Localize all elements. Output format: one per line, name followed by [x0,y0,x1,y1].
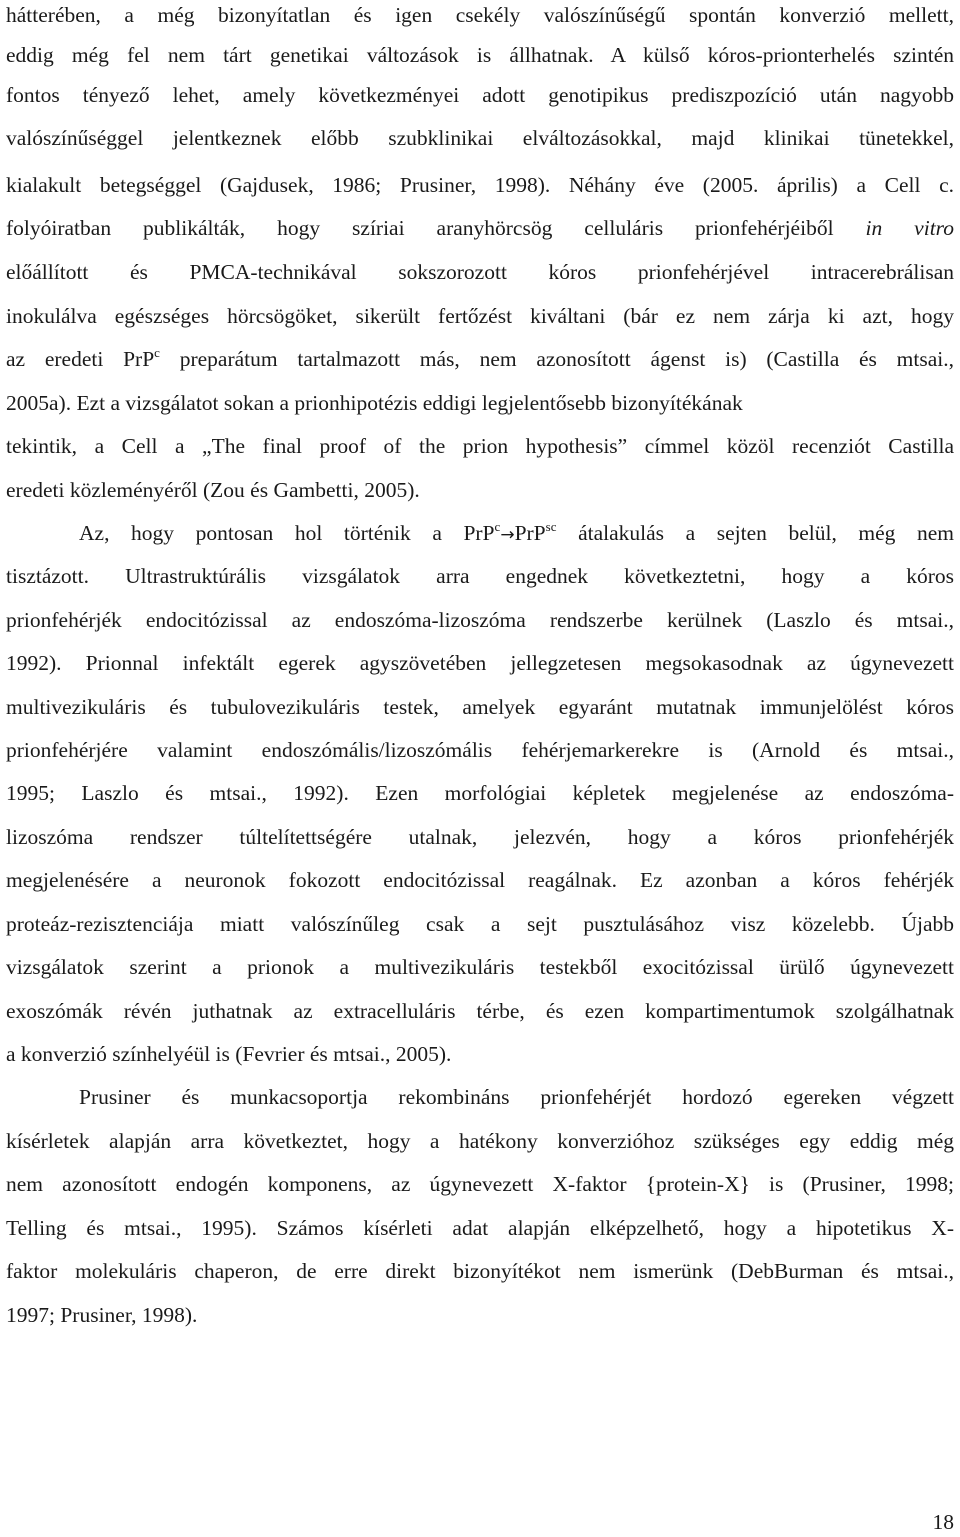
text-line: exoszómák révén juthatnak az extracelluláris térbe, és ezen kompartimentumok szolgálhatnak [6,999,954,1023]
text-line: kialakult betegséggel (Gajdusek, 1986; Prusiner, 1998). Néhány éve (2005. április) a Cell c. [6,173,954,197]
text-line: prionfehérjére valamint endoszómális/lizoszómális fehérjemarkerekre is (Arnold és mtsai., [6,738,954,762]
text-line: 1997; Prusiner, 1998). [6,1303,198,1327]
text-line: megjelenésére a neuronok fokozott endocitózissal reagálnak. Ez azonban a kóros fehérjék [6,868,954,892]
text-line: kísérletek alapján arra következtet, hogy a hatékony konverzióhoz szükséges egy eddig még [6,1129,954,1153]
superscript: c [494,519,501,534]
superscript: sc [545,519,557,534]
text-line: nem azonosított endogén komponens, az úgynevezett X-faktor {protein-X} is (Prusiner, 1998; [6,1172,954,1196]
text-line: prionfehérjék endocitózissal az endoszóma-lizoszóma rendszerbe kerülnek (Laszlo és mtsai., [6,608,954,632]
text-line: 1992). Prionnal infektált egerek agyszövetében jellegzetesen megsokasodnak az úgynevezett [6,651,954,675]
text-line [6,213,954,243]
text-line: multivezikuláris és tubulovezikuláris testek, amelyek egyaránt mutatnak immunjelölést kóros [6,695,954,719]
text-segment: folyóiratban publikálták, hogy szíriai aranyhörcsög celluláris prionfehérjéiből [6,216,866,240]
arrow-icon: → [500,525,515,545]
superscript: c [154,345,160,360]
text-line: eredeti közleményéről (Zou és Gambetti, 2005). [6,478,420,502]
text-line: vizsgálatok szerint a prionok a multivezikuláris testekből exocitózissal ürülő úgynevezett [6,955,954,979]
paragraph-first-line: Prusiner és munkacsoportja rekombináns prionfehérjét hordozó egereken végzett [79,1085,954,1109]
text-line: előállított és PMCA-technikával sokszorozott kóros prionfehérjével intracerebrálisan [6,260,954,284]
page-number: 18 [932,1510,954,1534]
text-line: proteáz-rezisztenciája miatt valószínűleg csak a sejt pusztulásához visz közelebb. Újabb [6,912,954,936]
text-line [6,344,954,374]
text-line: hátterében, a még bizonyítatlan és igen csekély valószínűségű spontán konverzió mellett, [6,3,954,27]
text-line: fontos tényező lehet, amely következményei adott genotipikus prediszpozíció után nagyobb [6,83,954,107]
text-line: lizoszóma rendszer túltelítettségére utalnak, jelezvén, hogy a kóros prionfehérjék [6,825,954,849]
text-line: 2005a). Ezt a vizsgálatot sokan a prionhipotézis eddigi legjelentősebb bizonyítékának [6,391,743,415]
text-line: inokulálva egészséges hörcsögöket, sikerült fertőzést kiváltani (bár ez nem zárja ki azt, hogy [6,304,954,328]
italic-term: in vitro [865,216,954,240]
text-line: Telling és mtsai., 1995). Számos kísérleti adat alapján elképzelhető, hogy a hipotetikus X- [6,1216,954,1240]
text-line: a konverzió színhelyéül is (Fevrier és mtsai., 2005). [6,1042,452,1066]
paragraph-first-line [79,518,954,548]
text-line: eddig még fel nem tárt genetikai változások is állhatnak. A külső kóros-prionterhelés szintén [6,43,954,67]
text-segment: PrP [514,521,546,545]
text-segment: Az, hogy pontosan hol történik a PrP [79,521,495,545]
text-segment: preparátum tartalmazott más, nem azonosított ágenst is) (Castilla és mtsai., [159,347,954,371]
text-segment: az eredeti PrP [6,347,155,371]
text-line: tekintik, a Cell a „The final proof of the prion hypothesis” címmel közöl recenziót Castilla [6,434,954,458]
text-line: valószínűséggel jelentkeznek előbb szubklinikai elváltozásokkal, majd klinikai tünetekkel, [6,126,954,150]
text-line: 1995; Laszlo és mtsai., 1992). Ezen morfológiai képletek megjelenése az endoszóma- [6,781,954,805]
text-line: faktor molekuláris chaperon, de erre direkt bizonyítékot nem ismerünk (DebBurman és mtsai., [6,1259,954,1283]
text-segment: átalakulás a sejten belül, még nem [556,521,955,545]
text-line: tisztázott. Ultrastruktúrális vizsgálatok arra engednek következtetni, hogy a kóros [6,564,954,588]
